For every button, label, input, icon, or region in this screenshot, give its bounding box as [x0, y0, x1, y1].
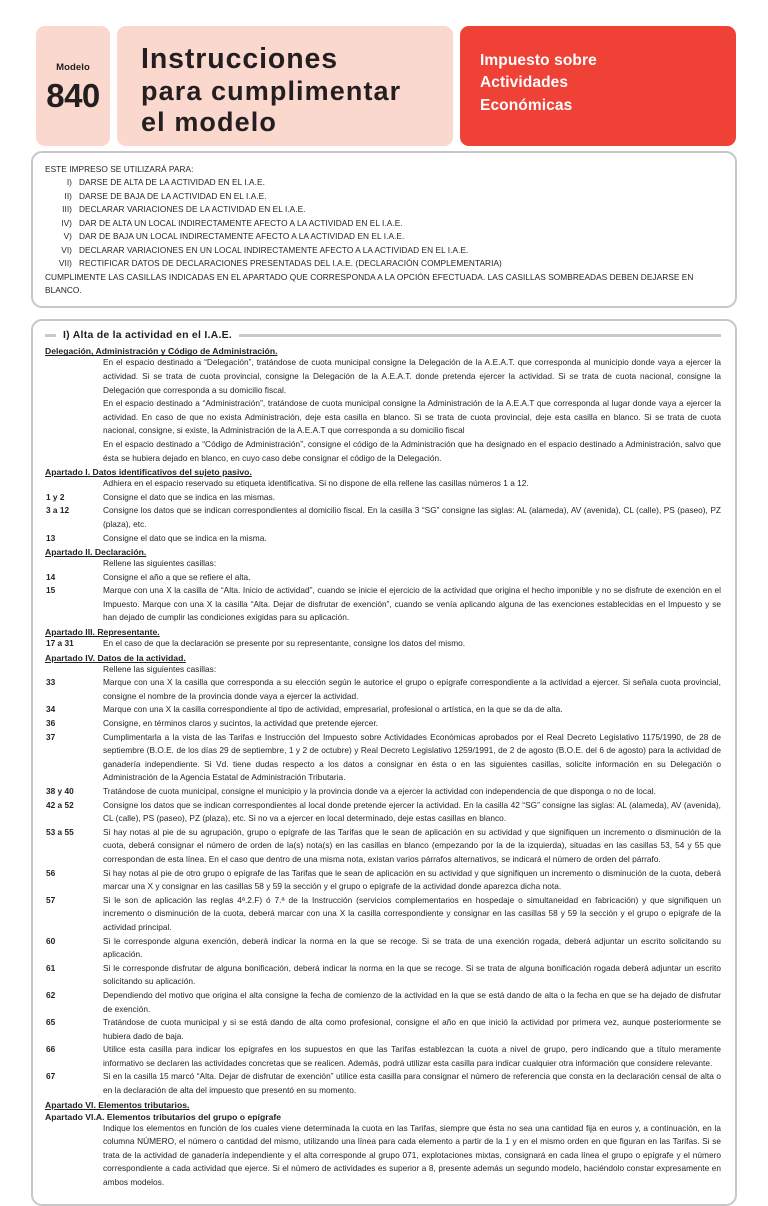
casilla-description: Si hay notas al pie de otro grupo o epígrafe de las Tarifas que le sean de aplicación en su actividad y que signifiquen un incremento o disminución de la cuota, deberá marcar una X y consignar en las casillas 58 y 59 la sección y el grupo o epígrafe de la actividad donde aparezca dicha nota.: [103, 867, 721, 892]
casilla-row: [45, 799, 721, 826]
intro-item-numeral: IV): [61, 217, 72, 228]
apartado-3-heading: Apartado III. Representante.: [45, 627, 160, 638]
casilla-row: [45, 717, 721, 731]
tax-line-1: Impuesto sobre: [480, 52, 597, 69]
title-line-2: para cumplimentar: [141, 76, 402, 107]
casilla-row: [45, 491, 721, 505]
casilla-description: Consigne los datos que se indican correspondientes al local donde pretende ejercer la actividad. En la casilla 42 “SG” consigne las siglas: AL (alameda), AV (avenida), CL (calle), PS (paseo), PZ (plaza), etc. Si no va a ejercer en local determinado, deje estas casillas en blanco.: [103, 799, 721, 824]
intro-item-numeral: V): [63, 231, 72, 242]
intro-list: [45, 176, 721, 270]
intro-lead-text: ESTE IMPRESO SE UTILIZARÁ PARA:: [45, 164, 194, 174]
list-item: [45, 230, 721, 243]
casilla-number: 14: [46, 571, 56, 582]
casilla-row: [45, 867, 721, 894]
section-panel-alta: [31, 319, 737, 1205]
intro-item-label: DARSE DE ALTA DE LA ACTIVIDAD EN EL I.A.E.: [79, 177, 265, 188]
casilla-description: Tratándose de cuota municipal, consigne el municipio y la provincia donde va a ejercer la actividad con independencia de que disponga o no de local.: [103, 786, 656, 796]
intro-item-numeral: VII): [58, 258, 72, 269]
casilla-number: 33: [46, 677, 56, 688]
casilla-number: 37: [46, 731, 56, 742]
heading-rule-left-icon: [45, 334, 56, 337]
casilla-description: Marque con una X la casilla correspondiente al tipo de actividad, empresarial, profesional o artística, en la que se da de alta.: [103, 704, 563, 715]
intro-item-label: DECLARAR VARIACIONES EN UN LOCAL INDIRECTAMENTE AFECTO A LA ACTIVIDAD EN EL I.A.E.: [79, 244, 469, 255]
apartado-6a-heading: Apartado VI.A. Elementos tributarios del grupo o epígrafe: [45, 1111, 282, 1122]
casilla-description: Tratándose de cuota municipal y si se está dando de alta como profesional, consigne el año en que inició la actividad por primera vez, aunque posteriormente se hubiera dado de baja.: [103, 1017, 721, 1041]
tax-line-2: Actividades: [480, 74, 569, 92]
casilla-description: Si en la casilla 15 marcó “Alta. Dejar de disfrutar de exención” utilice esta casilla para consignar el número de referencia que consta en la declaración censal de alta o en la declaración de alta del impuesto que presentó en su momento.: [103, 1071, 721, 1096]
section-heading: [45, 329, 721, 341]
document-header: [0, 0, 768, 146]
casilla-description: Consigne el dato que se indica en las mismas.: [103, 491, 276, 502]
list-item: [45, 244, 721, 257]
casilla-number: 1 y 2: [46, 491, 65, 502]
list-item: [45, 190, 721, 203]
apartado-1-heading: Apartado I. Datos identificativos del sujeto pasivo.: [45, 467, 252, 478]
casilla-number: 53 a 55: [46, 826, 74, 837]
casilla-row: [45, 989, 721, 1016]
casilla-description: Si le son de aplicación las reglas 4ª.2.F) ó 7.ª de la Instrucción (servicios complementarios en hospedaje o simultaneidad en fabricación) y que signifiquen un incremento o disminución de la cuota, deberá marcar con una X la casilla correspondiente y consignar en las casillas 58 y 59 la sección y el grupo o epígrafe de la actividad principal.: [103, 894, 721, 932]
casilla-row: [45, 1043, 721, 1070]
casilla-row: [45, 532, 721, 546]
intro-item-label: DARSE DE BAJA DE LA ACTIVIDAD EN EL I.A.E.: [79, 190, 267, 201]
apartado-4-intro: Rellene las siguientes casillas:: [103, 663, 217, 674]
apartado-1-intro: Adhiera en el espacio reservado su etiqueta identificativa. Si no dispone de ella rellene las casillas números 1 a 12.: [103, 478, 529, 489]
casilla-row: [45, 504, 721, 531]
casilla-row: [45, 637, 721, 651]
casilla-number: 60: [46, 935, 56, 946]
delegacion-paragraph: En el espacio destinado a “Administración”, tratándose de cuota municipal consigne la Administración de la A.E.A.T que corresponda al lugar donde vaya a ejercer la actividad. En caso de que no exista Administración, deje esta casilla en blanco. Si se trata de cuota provincial, deje esta casilla en blanco. Si se trata de cuota nacional, consigne, si existe, la Administración de la A.E.A.T que corresponda a su domicilio fiscal: [103, 398, 721, 436]
modelo-number: 840: [46, 76, 100, 114]
casilla-description: Utilice esta casilla para indicar los epígrafes en los supuestos en que las Tarifas establezcan la cuota a nivel de grupo, pero indicando que a título meramente informativo se declaren las actividades concretas que se realicen. Además, podrá utilizar esta casilla para indicar cualquier otra información que considere relevante.: [103, 1044, 721, 1068]
delegacion-paragraph: En el espacio destinado a “Delegación”, tratándose de cuota municipal consigne la Delegación de la A.E.A.T. que corresponda al municipio donde vaya a ejercer la actividad. Si se trata de cuota provincial, consigne la Delegación de la A.E.A.T. donde pretenda ejercer la actividad. Si se trata de cuota nacional, consigne la Delegación que corresponda a su domicilio fiscal.: [103, 357, 721, 395]
section-heading-title: I) Alta de la actividad en el I.A.E.: [63, 329, 233, 342]
apartado-2-heading: Apartado II. Declaración.: [45, 547, 147, 558]
list-item: [45, 203, 721, 216]
casilla-description: Cumplimentarla a la vista de las Tarifas e Instrucción del Impuesto sobre Actividades Económicas aprobados por el Real Decreto Legislativo 1175/1990, de 28 de septiembre (B.O.E. de los días 29 de septiembre, 1 y 2 de octubre) y Real Decreto Legislativo 1259/1991, de 2 de agosto (B.O.E. del 6 de agosto) para la actividad de ganadería independiente. Si Vd. tiene dudas respecto a los datos a consignar en ésta o en las siguientes casillas, solicite información en su Delegación o Administración de la Agencia Estatal de Administración Tributaria.: [103, 731, 721, 783]
casilla-number: 13: [46, 532, 56, 543]
casilla-number: 34: [46, 704, 56, 715]
casilla-number: 62: [46, 989, 56, 1000]
casilla-description: Si le corresponde alguna exención, deberá indicar la norma en la que se recoge. Si se trata de una exención rogada, deberá adjuntar un escrito solicitando su aplicación.: [103, 935, 721, 960]
casilla-number: 3 a 12: [46, 505, 70, 516]
heading-rule-right-icon: [239, 334, 721, 337]
intro-panel: [31, 151, 737, 308]
modelo-label: Modelo: [56, 61, 90, 73]
casilla-number: 61: [46, 962, 56, 973]
casilla-number: 15: [46, 585, 56, 596]
tax-name-panel: [460, 26, 736, 146]
title-line-1: Instrucciones: [141, 43, 339, 75]
subsection-delegacion-heading: Delegación, Administración y Código de Administración.: [45, 346, 278, 357]
intro-item-numeral: II): [64, 190, 72, 201]
apartado-6a-text: Indique los elementos en función de los cuales viene determinada la cuota en las Tarifas, siempre que ésta no sea una cantidad fija en euros y, a continuación, en la columna NÚMERO, el número o cantidad del mismo, utilizando una línea para cada elemento a partir de la 1 y en el mismo orden en que figuran en las Tarifas. Si se trata de la actividad de ganadería independiente y el alta corresponde al grupo 071, explotaciones mixtas, consignará en cada línea el grupo o epígrafe y el número correspondiente a cada actividad que ejerce. Si el número de actividades es superior a 8, presente además un segundo modelo, haciéndolo constar expresamente en ambos modelos.: [103, 1122, 721, 1188]
intro-item-numeral: VI): [61, 244, 72, 255]
intro-item-numeral: III): [62, 204, 72, 215]
casilla-number: 36: [46, 718, 56, 729]
casilla-row: [45, 785, 721, 799]
intro-item-label: DECLARAR VARIACIONES DE LA ACTIVIDAD EN EL I.A.E.: [79, 204, 306, 215]
casilla-row: [45, 826, 721, 867]
casilla-description: Si hay notas al pie de su agrupación, grupo o epígrafe de las Tarifas que le sean de aplicación en su actividad y que signifiquen un incremento o disminución de la cuota, deberá consignar el número de orden de la(s) nota(s) en las casillas en blanco (empezando por la de la izquierda), situadas en las casillas 53, 54 y 55 que correspondan de esta línea. En el caso que dentro de una misma nota, existan varios párrafos alternativos, se indicará el número de orden del párrafo.: [103, 826, 721, 864]
casilla-row: [45, 571, 721, 585]
casilla-row: [45, 731, 721, 785]
casilla-description: Marque con una X la casilla que corresponda a su elección según le autorice el grupo o epígrafe correspondiente a la actividad a ejercer. Si señala cuota provincial, consigne el nombre de la provincia donde vaya a ejercer la actividad.: [103, 677, 721, 701]
casilla-number: 65: [46, 1017, 56, 1028]
intro-item-numeral: I): [66, 177, 72, 188]
casilla-description: Consigne, en términos claros y sucintos, la actividad que pretende ejercer.: [103, 718, 378, 729]
casilla-description: Si le corresponde disfrutar de alguna bonificación, deberá indicar la norma en la que se recoge. Si se trata de alguna bonificación rogada deberá adjuntar un escrito solicitando su aplicación.: [103, 962, 721, 987]
apartado-2-intro: Rellene las siguientes casillas:: [103, 558, 217, 569]
list-item: [45, 217, 721, 230]
apartado-6-heading: Apartado VI. Elementos tributarios.: [45, 1099, 190, 1110]
casilla-description: Marque con una X la casilla de “Alta. Inicio de actividad”, cuando se inicie el ejercicio de la actividad que origina el hecho imponible y no se disfrute de exención en el Impuesto. Marque con una X la casilla “Alta. Dejar de disfrutar de exención”, cuando se venía aplicando alguna de las exenciones establecidas en el Impuesto y se han dejado de cumplir las condiciones exigidas para su aplicación.: [103, 585, 721, 623]
intro-item-label: RECTIFICAR DATOS DE DECLARACIONES PRESENTADAS DEL I.A.E. (DECLARACIÓN COMPLEMENTARIA): [79, 258, 502, 269]
casilla-number: 57: [46, 894, 56, 905]
casilla-number: 67: [46, 1071, 56, 1082]
casilla-row: [45, 584, 721, 625]
list-item: [45, 257, 721, 270]
intro-item-label: DAR DE ALTA UN LOCAL INDIRECTAMENTE AFECTO A LA ACTIVIDAD EN EL I.A.E.: [79, 217, 403, 228]
casilla-number: 38 y 40: [46, 786, 74, 796]
casilla-description: En el caso de que la declaración se presente por su representante, consigne los datos del mismo.: [103, 638, 466, 649]
intro-tail-text: CUMPLIMENTE LAS CASILLAS INDICADAS EN EL APARTADO QUE CORRESPONDA A LA OPCIÓN EFECTUADA. LAS CASILLAS SOMBREADAS DEBEN DEJARSE EN BLANCO.: [45, 271, 694, 295]
intro-item-label: DAR DE BAJA UN LOCAL INDIRECTAMENTE AFECTO A LA ACTIVIDAD EN EL I.A.E.: [79, 231, 405, 242]
delegacion-paragraph: En el espacio destinado a “Código de Administración”, consigne el código de la Administración que ha designado en el espacio destinado a Administración, salvo que ésta se hubiera dejado en blanco, en cuyo caso debe consignar el código de la Delegación.: [103, 438, 721, 463]
casilla-number: 42 a 52: [46, 799, 74, 810]
casilla-row: [45, 703, 721, 717]
casilla-row: [45, 894, 721, 935]
tax-line-3: Económicas: [480, 96, 573, 114]
modelo-badge: [36, 26, 110, 146]
casilla-description: Consigne los datos que se indican correspondientes al domicilio fiscal. En la casilla 3 “SG” consigne las siglas: AL (alameda), AV (avenida), CL (calle), PS (paseo), PZ (plaza), etc.: [103, 505, 721, 529]
casilla-number: 17 a 31: [46, 638, 74, 649]
casilla-row: [45, 935, 721, 962]
casilla-description: Dependiendo del motivo que origina el alta consigne la fecha de comienzo de la actividad en la que se está dando de alta o la fecha en que se ha dejado de disfrutar de exención.: [103, 989, 721, 1014]
list-item: [45, 176, 721, 189]
casilla-description: Consigne el año a que se refiere el alta.: [103, 571, 251, 582]
casilla-row: [45, 1070, 721, 1097]
casilla-row: [45, 676, 721, 703]
casilla-number: 56: [46, 867, 56, 878]
document-title-panel: [117, 26, 453, 146]
casilla-number: 66: [46, 1044, 56, 1055]
casilla-row: [45, 962, 721, 989]
casilla-description: Consigne el dato que se indica en la misma.: [103, 532, 267, 543]
apartado-4-heading: Apartado IV. Datos de la actividad.: [45, 652, 186, 663]
title-line-3: el modelo: [141, 107, 277, 138]
casilla-row: [45, 1016, 721, 1043]
